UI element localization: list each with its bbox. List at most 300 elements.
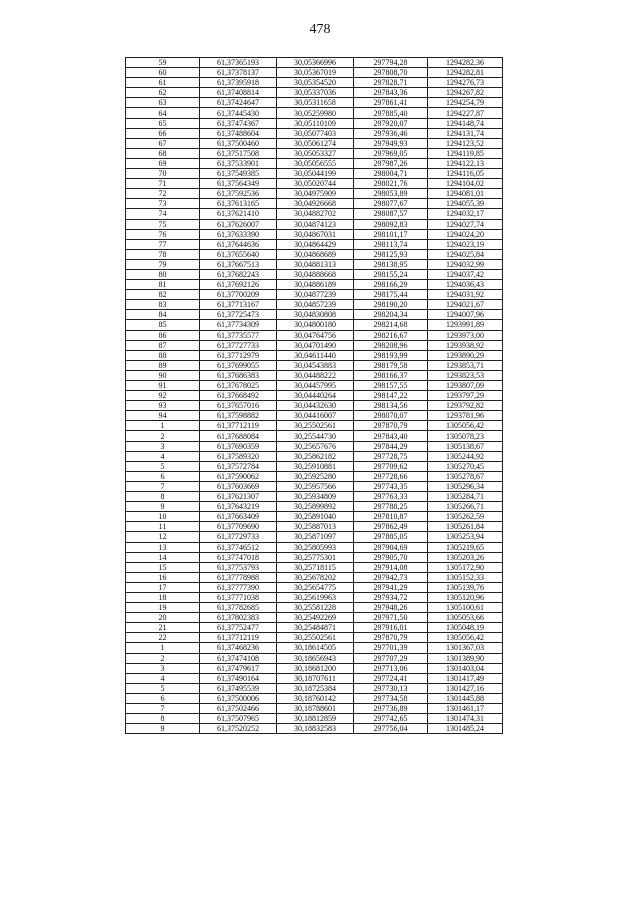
y-coordinate-cell: 1305284,71 xyxy=(428,492,503,502)
latitude-cell: 61,37590062 xyxy=(200,471,277,481)
table-row xyxy=(126,249,503,259)
longitude-cell: 30,05311658 xyxy=(277,98,354,108)
point-number-cell: 4 xyxy=(126,673,200,683)
y-coordinate-cell: 1305253,94 xyxy=(428,532,503,542)
point-number-cell: 3 xyxy=(126,663,200,673)
y-coordinate-cell: 1301403,04 xyxy=(428,663,503,673)
x-coordinate-cell: 297756,04 xyxy=(354,724,428,734)
latitude-cell: 61,37690359 xyxy=(200,441,277,451)
latitude-cell: 61,37688084 xyxy=(200,431,277,441)
table-row xyxy=(126,441,503,451)
longitude-cell: 30,18760142 xyxy=(277,693,354,703)
page-number: 478 xyxy=(309,22,331,37)
x-coordinate-cell: 298134,56 xyxy=(354,401,428,411)
table-row xyxy=(126,370,503,380)
point-number-cell: 71 xyxy=(126,179,200,189)
latitude-cell: 61,37589320 xyxy=(200,451,277,461)
point-number-cell: 7 xyxy=(126,481,200,491)
table-row xyxy=(126,78,503,88)
y-coordinate-cell: 1301445,88 xyxy=(428,693,503,703)
longitude-cell: 30,04488222 xyxy=(277,370,354,380)
y-coordinate-cell: 1294227,87 xyxy=(428,108,503,118)
x-coordinate-cell: 297844,29 xyxy=(354,441,428,451)
table-row xyxy=(126,280,503,290)
latitude-cell: 61,37655640 xyxy=(200,249,277,259)
y-coordinate-cell: 1293890,29 xyxy=(428,350,503,360)
x-coordinate-cell: 298175,44 xyxy=(354,290,428,300)
coordinates-table-container xyxy=(125,57,503,734)
latitude-cell: 61,37667513 xyxy=(200,259,277,269)
latitude-cell: 61,37746512 xyxy=(200,542,277,552)
longitude-cell: 30,04868689 xyxy=(277,249,354,259)
table-row xyxy=(126,269,503,279)
longitude-cell: 30,04975909 xyxy=(277,189,354,199)
point-number-cell: 82 xyxy=(126,290,200,300)
x-coordinate-cell: 298070,07 xyxy=(354,411,428,421)
y-coordinate-cell: 1305266,71 xyxy=(428,502,503,512)
longitude-cell: 30,04867031 xyxy=(277,229,354,239)
point-number-cell: 8 xyxy=(126,714,200,724)
y-coordinate-cell: 1293991,89 xyxy=(428,320,503,330)
y-coordinate-cell: 1294037,42 xyxy=(428,269,503,279)
point-number-cell: 1 xyxy=(126,643,200,653)
table-row xyxy=(126,169,503,179)
x-coordinate-cell: 298216,67 xyxy=(354,330,428,340)
longitude-cell: 30,25492269 xyxy=(277,613,354,623)
longitude-cell: 30,25887013 xyxy=(277,522,354,532)
longitude-cell: 30,25619963 xyxy=(277,592,354,602)
latitude-cell: 61,37500460 xyxy=(200,138,277,148)
y-coordinate-cell: 1294032,17 xyxy=(428,209,503,219)
x-coordinate-cell: 298113,74 xyxy=(354,239,428,249)
y-coordinate-cell: 1293781,96 xyxy=(428,411,503,421)
y-coordinate-cell: 1294131,74 xyxy=(428,128,503,138)
y-coordinate-cell: 1294282,81 xyxy=(428,68,503,78)
y-coordinate-cell: 1293797,29 xyxy=(428,391,503,401)
table-row xyxy=(126,704,503,714)
longitude-cell: 30,25871097 xyxy=(277,532,354,542)
table-row xyxy=(126,219,503,229)
table-row xyxy=(126,128,503,138)
point-number-cell: 8 xyxy=(126,492,200,502)
latitude-cell: 61,37735577 xyxy=(200,330,277,340)
longitude-cell: 30,25775301 xyxy=(277,552,354,562)
longitude-cell: 30,25657676 xyxy=(277,441,354,451)
latitude-cell: 61,37709690 xyxy=(200,522,277,532)
table-row xyxy=(126,683,503,693)
table-row xyxy=(126,179,503,189)
point-number-cell: 75 xyxy=(126,219,200,229)
latitude-cell: 61,37517508 xyxy=(200,148,277,158)
point-number-cell: 61 xyxy=(126,78,200,88)
x-coordinate-cell: 298053,89 xyxy=(354,189,428,199)
longitude-cell: 30,05061274 xyxy=(277,138,354,148)
x-coordinate-cell: 297808,70 xyxy=(354,68,428,78)
x-coordinate-cell: 297728,75 xyxy=(354,451,428,461)
longitude-cell: 30,25544730 xyxy=(277,431,354,441)
point-number-cell: 18 xyxy=(126,592,200,602)
point-number-cell: 87 xyxy=(126,340,200,350)
table-row xyxy=(126,461,503,471)
y-coordinate-cell: 1294276,73 xyxy=(428,78,503,88)
table-row xyxy=(126,532,503,542)
x-coordinate-cell: 297843,36 xyxy=(354,88,428,98)
y-coordinate-cell: 1305139,76 xyxy=(428,582,503,592)
latitude-cell: 61,37700209 xyxy=(200,290,277,300)
x-coordinate-cell: 298077,67 xyxy=(354,199,428,209)
longitude-cell: 30,04882702 xyxy=(277,209,354,219)
table-row xyxy=(126,68,503,78)
longitude-cell: 30,04857239 xyxy=(277,300,354,310)
point-number-cell: 90 xyxy=(126,370,200,380)
longitude-cell: 30,04888668 xyxy=(277,269,354,279)
point-number-cell: 4 xyxy=(126,451,200,461)
point-number-cell: 76 xyxy=(126,229,200,239)
latitude-cell: 61,37488604 xyxy=(200,128,277,138)
y-coordinate-cell: 1305172,90 xyxy=(428,562,503,572)
latitude-cell: 61,37613165 xyxy=(200,199,277,209)
point-number-cell: 19 xyxy=(126,603,200,613)
point-number-cell: 80 xyxy=(126,269,200,279)
table-row xyxy=(126,603,503,613)
point-number-cell: 78 xyxy=(126,249,200,259)
x-coordinate-cell: 297861,41 xyxy=(354,98,428,108)
point-number-cell: 17 xyxy=(126,582,200,592)
latitude-cell: 61,37495539 xyxy=(200,683,277,693)
table-row xyxy=(126,199,503,209)
x-coordinate-cell: 297730,13 xyxy=(354,683,428,693)
table-row xyxy=(126,502,503,512)
table-row xyxy=(126,431,503,441)
y-coordinate-cell: 1305244,92 xyxy=(428,451,503,461)
y-coordinate-cell: 1294116,05 xyxy=(428,169,503,179)
longitude-cell: 30,04886189 xyxy=(277,280,354,290)
y-coordinate-cell: 1301389,90 xyxy=(428,653,503,663)
latitude-cell: 61,37663409 xyxy=(200,512,277,522)
x-coordinate-cell: 298101,17 xyxy=(354,229,428,239)
point-number-cell: 6 xyxy=(126,693,200,703)
x-coordinate-cell: 298004,71 xyxy=(354,169,428,179)
y-coordinate-cell: 1294036,43 xyxy=(428,280,503,290)
x-coordinate-cell: 298193,99 xyxy=(354,350,428,360)
latitude-cell: 61,37802383 xyxy=(200,613,277,623)
longitude-cell: 30,04543883 xyxy=(277,360,354,370)
table-row xyxy=(126,310,503,320)
table-row xyxy=(126,623,503,633)
point-number-cell: 2 xyxy=(126,653,200,663)
table-row xyxy=(126,542,503,552)
latitude-cell: 61,37502466 xyxy=(200,704,277,714)
latitude-cell: 61,37712119 xyxy=(200,421,277,431)
latitude-cell: 61,37633390 xyxy=(200,229,277,239)
point-number-cell: 88 xyxy=(126,350,200,360)
point-number-cell: 66 xyxy=(126,128,200,138)
longitude-cell: 30,05020744 xyxy=(277,179,354,189)
x-coordinate-cell: 297843,40 xyxy=(354,431,428,441)
point-number-cell: 67 xyxy=(126,138,200,148)
x-coordinate-cell: 298179,58 xyxy=(354,360,428,370)
point-number-cell: 86 xyxy=(126,330,200,340)
latitude-cell: 61,37445430 xyxy=(200,108,277,118)
table-row xyxy=(126,401,503,411)
y-coordinate-cell: 1305278,67 xyxy=(428,471,503,481)
y-coordinate-cell: 1301485,24 xyxy=(428,724,503,734)
point-number-cell: 21 xyxy=(126,623,200,633)
table-row xyxy=(126,421,503,431)
y-coordinate-cell: 1305219,65 xyxy=(428,542,503,552)
table-row xyxy=(126,300,503,310)
latitude-cell: 61,37678025 xyxy=(200,381,277,391)
table-row xyxy=(126,724,503,734)
latitude-cell: 61,37657016 xyxy=(200,401,277,411)
x-coordinate-cell: 297949,93 xyxy=(354,138,428,148)
latitude-cell: 61,37699055 xyxy=(200,360,277,370)
longitude-cell: 30,04864429 xyxy=(277,239,354,249)
y-coordinate-cell: 1305270,45 xyxy=(428,461,503,471)
x-coordinate-cell: 297709,62 xyxy=(354,461,428,471)
y-coordinate-cell: 1293807,09 xyxy=(428,381,503,391)
x-coordinate-cell: 297788,25 xyxy=(354,502,428,512)
latitude-cell: 61,37490164 xyxy=(200,673,277,683)
x-coordinate-cell: 297948,26 xyxy=(354,603,428,613)
y-coordinate-cell: 1294031,92 xyxy=(428,290,503,300)
x-coordinate-cell: 298166,29 xyxy=(354,280,428,290)
y-coordinate-cell: 1305056,42 xyxy=(428,421,503,431)
point-number-cell: 59 xyxy=(126,58,200,68)
latitude-cell: 61,37778988 xyxy=(200,572,277,582)
x-coordinate-cell: 297736,89 xyxy=(354,704,428,714)
longitude-cell: 30,05337036 xyxy=(277,88,354,98)
latitude-cell: 61,37378137 xyxy=(200,68,277,78)
x-coordinate-cell: 297701,39 xyxy=(354,643,428,653)
latitude-cell: 61,37621307 xyxy=(200,492,277,502)
table-row xyxy=(126,108,503,118)
point-number-cell: 5 xyxy=(126,683,200,693)
point-number-cell: 85 xyxy=(126,320,200,330)
table-row xyxy=(126,451,503,461)
longitude-cell: 30,04416007 xyxy=(277,411,354,421)
table-row xyxy=(126,360,503,370)
x-coordinate-cell: 298138,95 xyxy=(354,259,428,269)
table-row xyxy=(126,88,503,98)
point-number-cell: 92 xyxy=(126,391,200,401)
table-row xyxy=(126,330,503,340)
table-row xyxy=(126,714,503,724)
latitude-cell: 61,37533901 xyxy=(200,158,277,168)
point-number-cell: 79 xyxy=(126,259,200,269)
latitude-cell: 61,37725473 xyxy=(200,310,277,320)
x-coordinate-cell: 297904,69 xyxy=(354,542,428,552)
table-row xyxy=(126,340,503,350)
longitude-cell: 30,25910881 xyxy=(277,461,354,471)
y-coordinate-cell: 1294024,20 xyxy=(428,229,503,239)
x-coordinate-cell: 298087,57 xyxy=(354,209,428,219)
point-number-cell: 83 xyxy=(126,300,200,310)
point-number-cell: 22 xyxy=(126,633,200,643)
point-number-cell: 12 xyxy=(126,532,200,542)
x-coordinate-cell: 298092,83 xyxy=(354,219,428,229)
point-number-cell: 65 xyxy=(126,118,200,128)
table-row xyxy=(126,138,503,148)
latitude-cell: 61,37734309 xyxy=(200,320,277,330)
point-number-cell: 9 xyxy=(126,502,200,512)
latitude-cell: 61,37474108 xyxy=(200,653,277,663)
y-coordinate-cell: 1305053,66 xyxy=(428,613,503,623)
x-coordinate-cell: 297742,65 xyxy=(354,714,428,724)
longitude-cell: 30,25654775 xyxy=(277,582,354,592)
coordinates-table-body xyxy=(126,58,503,734)
longitude-cell: 30,25862182 xyxy=(277,451,354,461)
table-row xyxy=(126,58,503,68)
y-coordinate-cell: 1294282,36 xyxy=(428,58,503,68)
y-coordinate-cell: 1294081,01 xyxy=(428,189,503,199)
y-coordinate-cell: 1305056,42 xyxy=(428,633,503,643)
y-coordinate-cell: 1294148,74 xyxy=(428,118,503,128)
table-row xyxy=(126,663,503,673)
longitude-cell: 30,25502561 xyxy=(277,421,354,431)
x-coordinate-cell: 297728,66 xyxy=(354,471,428,481)
table-row xyxy=(126,653,503,663)
y-coordinate-cell: 1294007,96 xyxy=(428,310,503,320)
longitude-cell: 30,04874123 xyxy=(277,219,354,229)
latitude-cell: 61,37626007 xyxy=(200,219,277,229)
latitude-cell: 61,37644636 xyxy=(200,239,277,249)
point-number-cell: 14 xyxy=(126,552,200,562)
table-row xyxy=(126,320,503,330)
point-number-cell: 89 xyxy=(126,360,200,370)
longitude-cell: 30,05056555 xyxy=(277,158,354,168)
point-number-cell: 16 xyxy=(126,572,200,582)
table-row xyxy=(126,562,503,572)
x-coordinate-cell: 298190,20 xyxy=(354,300,428,310)
latitude-cell: 61,37500006 xyxy=(200,693,277,703)
point-number-cell: 15 xyxy=(126,562,200,572)
y-coordinate-cell: 1305152,33 xyxy=(428,572,503,582)
y-coordinate-cell: 1301367,03 xyxy=(428,643,503,653)
x-coordinate-cell: 297942,73 xyxy=(354,572,428,582)
latitude-cell: 61,37668492 xyxy=(200,391,277,401)
latitude-cell: 61,37682243 xyxy=(200,269,277,279)
point-number-cell: 69 xyxy=(126,158,200,168)
latitude-cell: 61,37598882 xyxy=(200,411,277,421)
longitude-cell: 30,04764756 xyxy=(277,330,354,340)
point-number-cell: 1 xyxy=(126,421,200,431)
x-coordinate-cell: 297862,49 xyxy=(354,522,428,532)
y-coordinate-cell: 1294032,99 xyxy=(428,259,503,269)
y-coordinate-cell: 1294123,52 xyxy=(428,138,503,148)
latitude-cell: 61,37507965 xyxy=(200,714,277,724)
table-row xyxy=(126,391,503,401)
latitude-cell: 61,37520252 xyxy=(200,724,277,734)
point-number-cell: 10 xyxy=(126,512,200,522)
table-row xyxy=(126,512,503,522)
longitude-cell: 30,05366996 xyxy=(277,58,354,68)
point-number-cell: 74 xyxy=(126,209,200,219)
table-row xyxy=(126,693,503,703)
latitude-cell: 61,37686383 xyxy=(200,370,277,380)
x-coordinate-cell: 297743,35 xyxy=(354,481,428,491)
point-number-cell: 72 xyxy=(126,189,200,199)
y-coordinate-cell: 1301427,16 xyxy=(428,683,503,693)
longitude-cell: 30,25891040 xyxy=(277,512,354,522)
x-coordinate-cell: 297734,58 xyxy=(354,693,428,703)
point-number-cell: 6 xyxy=(126,471,200,481)
latitude-cell: 61,37549385 xyxy=(200,169,277,179)
x-coordinate-cell: 297971,50 xyxy=(354,613,428,623)
table-row xyxy=(126,572,503,582)
x-coordinate-cell: 298204,34 xyxy=(354,310,428,320)
y-coordinate-cell: 1294027,74 xyxy=(428,219,503,229)
x-coordinate-cell: 298214,68 xyxy=(354,320,428,330)
longitude-cell: 30,18725384 xyxy=(277,683,354,693)
y-coordinate-cell: 1301417,49 xyxy=(428,673,503,683)
longitude-cell: 30,04877239 xyxy=(277,290,354,300)
latitude-cell: 61,37782685 xyxy=(200,603,277,613)
longitude-cell: 30,04830808 xyxy=(277,310,354,320)
x-coordinate-cell: 297810,87 xyxy=(354,512,428,522)
table-row xyxy=(126,613,503,623)
longitude-cell: 30,05354520 xyxy=(277,78,354,88)
x-coordinate-cell: 298166,37 xyxy=(354,370,428,380)
longitude-cell: 30,05077403 xyxy=(277,128,354,138)
latitude-cell: 61,37712119 xyxy=(200,633,277,643)
table-row xyxy=(126,290,503,300)
longitude-cell: 30,18812859 xyxy=(277,714,354,724)
latitude-cell: 61,37479617 xyxy=(200,663,277,673)
y-coordinate-cell: 1294025,84 xyxy=(428,249,503,259)
x-coordinate-cell: 297885,40 xyxy=(354,108,428,118)
latitude-cell: 61,37747018 xyxy=(200,552,277,562)
x-coordinate-cell: 297870,79 xyxy=(354,633,428,643)
longitude-cell: 30,04881313 xyxy=(277,259,354,269)
point-number-cell: 60 xyxy=(126,68,200,78)
point-number-cell: 7 xyxy=(126,704,200,714)
x-coordinate-cell: 298125,93 xyxy=(354,249,428,259)
latitude-cell: 61,37771038 xyxy=(200,592,277,602)
latitude-cell: 61,37474367 xyxy=(200,118,277,128)
y-coordinate-cell: 1305296,34 xyxy=(428,481,503,491)
x-coordinate-cell: 297914,08 xyxy=(354,562,428,572)
longitude-cell: 30,25957566 xyxy=(277,481,354,491)
x-coordinate-cell: 297916,01 xyxy=(354,623,428,633)
longitude-cell: 30,25678202 xyxy=(277,572,354,582)
longitude-cell: 30,05259980 xyxy=(277,108,354,118)
latitude-cell: 61,37727733 xyxy=(200,340,277,350)
latitude-cell: 61,37713167 xyxy=(200,300,277,310)
x-coordinate-cell: 297936,46 xyxy=(354,128,428,138)
x-coordinate-cell: 298155,24 xyxy=(354,269,428,279)
y-coordinate-cell: 1293823,53 xyxy=(428,370,503,380)
longitude-cell: 30,25925280 xyxy=(277,471,354,481)
latitude-cell: 61,37729733 xyxy=(200,532,277,542)
y-coordinate-cell: 1301461,17 xyxy=(428,704,503,714)
table-row xyxy=(126,592,503,602)
table-row xyxy=(126,633,503,643)
point-number-cell: 2 xyxy=(126,431,200,441)
table-row xyxy=(126,148,503,158)
table-row xyxy=(126,411,503,421)
y-coordinate-cell: 1293973,00 xyxy=(428,330,503,340)
longitude-cell: 30,05044199 xyxy=(277,169,354,179)
longitude-cell: 30,25899892 xyxy=(277,502,354,512)
y-coordinate-cell: 1294254,79 xyxy=(428,98,503,108)
y-coordinate-cell: 1294119,85 xyxy=(428,148,503,158)
x-coordinate-cell: 298157,55 xyxy=(354,381,428,391)
table-row xyxy=(126,239,503,249)
longitude-cell: 30,25718115 xyxy=(277,562,354,572)
x-coordinate-cell: 297763,33 xyxy=(354,492,428,502)
y-coordinate-cell: 1305048,19 xyxy=(428,623,503,633)
